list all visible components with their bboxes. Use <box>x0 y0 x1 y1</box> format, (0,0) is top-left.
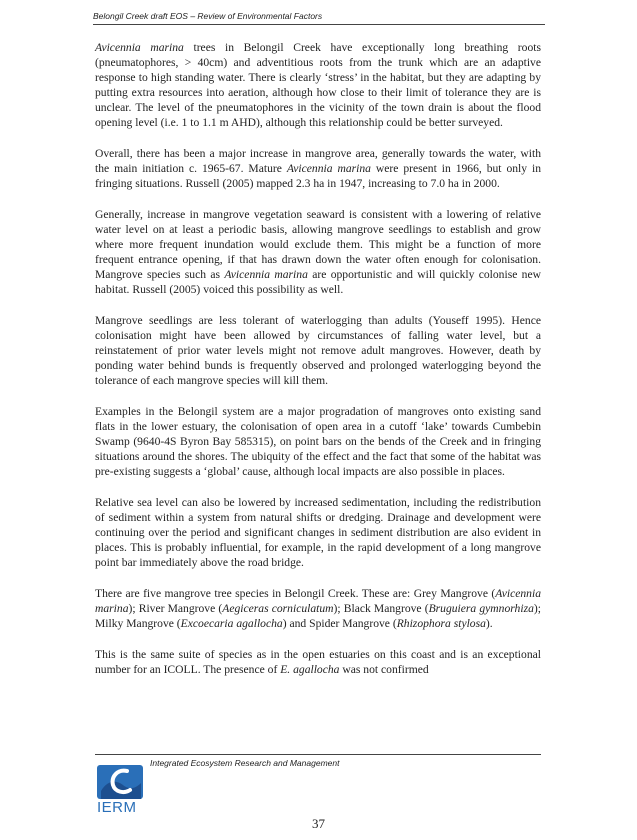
paragraph-suite <box>95 647 541 677</box>
paragraph-pneumatophores <box>95 40 541 130</box>
page-number: 37 <box>312 816 325 831</box>
paragraph-text: ). <box>485 617 493 630</box>
species-name: Bruguiera gymnorhiza <box>428 602 534 615</box>
footer-organization: Integrated Ecosystem Research and Management <box>150 758 340 768</box>
running-header <box>93 11 545 25</box>
species-name: Avicennia marina <box>95 587 541 615</box>
paragraph-text: ) and Spider Mangrove ( <box>282 617 397 630</box>
paragraph-text: ); River Mangrove ( <box>128 602 223 615</box>
paragraph-text: ); Black Mangrove ( <box>333 602 429 615</box>
paragraph-text: This is the same suite of species as in the open estuaries on this coast and is an exceptional number for an ICOLL. The presence of <box>95 648 541 676</box>
species-name: Rhizophora stylosa <box>396 617 486 630</box>
paragraph-seaward-increase <box>95 207 541 297</box>
species-name: E. agallocha <box>280 663 340 676</box>
paragraph-sea-level <box>95 495 541 570</box>
paragraph-text: ); Milky Mangrove ( <box>95 602 541 630</box>
document-body <box>95 40 541 677</box>
species-name: Excoecaria agallocha <box>180 617 283 630</box>
paragraph-text: Mangrove seedlings are less tolerant of waterlogging than adults (Youseff 1995). Hence colonisation might have been allowed by circumstances of falling water level, but a reinstatement of prior water levels might not remove adult mangroves. However, death by ponding water behind bunds is frequently observed and prolonged waterlogging beyond the tolerance of each mangrove species will kill them. <box>95 314 541 387</box>
paragraph-examples <box>95 404 541 479</box>
paragraph-text: were present in 1966, but only in fringing situations. Russell (2005) mapped 2.3 ha in 1947, increasing to 7.0 ha in 2000. <box>95 162 541 190</box>
footer-divider <box>95 754 541 755</box>
paragraph-text: are opportunistic and will quickly colonise new habitat. Russell (2005) voiced this possibility as well. <box>95 268 541 296</box>
paragraph-seedlings <box>95 313 541 388</box>
paragraph-species-list <box>95 586 541 631</box>
paragraph-text: There are five mangrove tree species in Belongil Creek. These are: Grey Mangrove ( <box>95 587 496 600</box>
paragraph-text: was not confirmed <box>339 663 429 676</box>
header-title: Belongil Creek draft EOS – Review of Environmental Factors <box>93 11 323 21</box>
species-name: Avicennia marina <box>286 162 371 175</box>
paragraph-text: Examples in the Belongil system are a major progradation of mangroves onto existing sand flats in the lower estuary, the colonisation of open area in a cutoff ‘lake’ towards Cumbebin Swamp (9640-4S Byron Bay 585315), on point bars on the bends of the Creek and in fringing situations around the shores. The ubiquity of the effect and the fact that some of the habitat was pre-existing suggests a ‘global’ cause, although local impacts are also possible in places. <box>95 405 541 478</box>
paragraph-mangrove-increase <box>95 146 541 191</box>
paragraph-text: trees in Belongil Creek have exceptionally long breathing roots (pneumatophores, > 40cm) and adventitious roots from the trunk which are an adaptive response to high standing water. There is clearly ‘stress’ in the habitat, but they are adapting by putting extra resources into aeration, although how close to their limit of tolerance they are is unclear. The level of the pneumatophores in the vicinity of the town drain is about the flood opening level (i.e. 1 to 1.1 m AHD), although this relationship could be better surveyed. <box>95 41 541 129</box>
logo-wordmark: IERM <box>97 799 137 816</box>
species-name: Avicennia marina <box>95 41 184 54</box>
paragraph-text: Overall, there has been a major increase in mangrove area, generally towards the water, with the main initiation c. 1965-67. Mature <box>95 147 541 175</box>
paragraph-text: Relative sea level can also be lowered by increased sedimentation, including the redistribution of sediment within a system from natural shifts or dredging. Drainage and development were continuing over the period and significant changes in sediment distribution are also evident in places. This is probably influential, for example, in the rapid development of a long mangrove point bar immediately above the road bridge. <box>95 496 541 569</box>
species-name: Avicennia marina <box>224 268 308 281</box>
paragraph-text: Generally, increase in mangrove vegetation seaward is consistent with a lowering of relative water level on at least a periodic basis, allowing mangrove seedlings to establish and grow where more frequent inundation would exclude them. This might be a function of more frequent entrance opening, if that has drawn down the water often enough for colonisation. Mangrove species such as <box>95 208 541 281</box>
species-name: Aegiceras corniculatum <box>222 602 334 615</box>
